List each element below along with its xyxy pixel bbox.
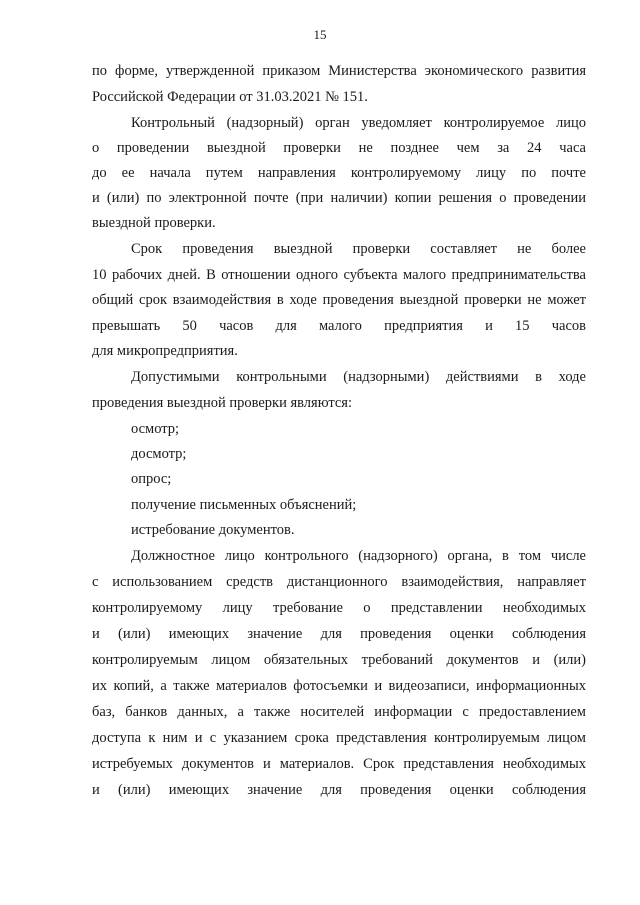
list-item: досмотр; [131, 446, 187, 462]
list-item: истребование документов. [131, 522, 295, 538]
text-line: о проведении выездной проверки не позднее чем за 24 часа [92, 140, 586, 156]
text-line: их копий, а также материалов фотосъемки и видеозаписи, информационных [92, 678, 586, 694]
text-line: 10 рабочих дней. В отношении одного субъекта малого предпринимательства [92, 267, 586, 283]
text-line: превышать 50 часов для малого предприятия и 15 часов [92, 318, 586, 334]
text-line: для микропредприятия. [92, 343, 238, 359]
text-line: баз, банков данных, а также носителей информации с предоставлением [92, 704, 586, 720]
text-line: по форме, утвержденной приказом Министерства экономического развития [92, 63, 586, 79]
paragraph-first-line: Должностное лицо контрольного (надзорного) органа, в том числе [131, 548, 586, 564]
text-line: и (или) имеющих значение для проведения оценки соблюдения [92, 782, 586, 798]
paragraph-first-line: Контрольный (надзорный) орган уведомляет контролируемое лицо [131, 115, 586, 131]
text-line: доступа к ним и с указанием срока представления контролируемым лицом [92, 730, 586, 746]
text-line: выездной проверки. [92, 215, 216, 231]
text-line: истребуемых документов и материалов. Срок представления необходимых [92, 756, 586, 772]
text-line: и (или) имеющих значение для проведения оценки соблюдения [92, 626, 586, 642]
paragraph-first-line: Срок проведения выездной проверки составляет не более [131, 241, 586, 257]
text-line: проведения выездной проверки являются: [92, 395, 352, 411]
list-item: опрос; [131, 471, 172, 487]
page-number: 15 [313, 27, 327, 42]
list-item: получение письменных объяснений; [131, 497, 357, 513]
text-line: общий срок взаимодействия в ходе проведения выездной проверки не может [92, 292, 586, 308]
text-line: контролируемому лицу требование о представлении необходимых [92, 600, 586, 616]
text-line: Российской Федерации от 31.03.2021 № 151. [92, 89, 368, 105]
text-line: контролируемым лицом обязательных требований документов и (или) [92, 652, 586, 668]
paragraph-first-line: Допустимыми контрольными (надзорными) действиями в ходе [131, 369, 586, 385]
list-item: осмотр; [131, 421, 180, 437]
text-line: и (или) по электронной почте (при наличии) копии решения о проведении [92, 190, 586, 206]
text-line: до ее начала путем направления контролируемому лицу по почте [92, 165, 586, 181]
text-line: с использованием средств дистанционного взаимодействия, направляет [92, 574, 586, 590]
